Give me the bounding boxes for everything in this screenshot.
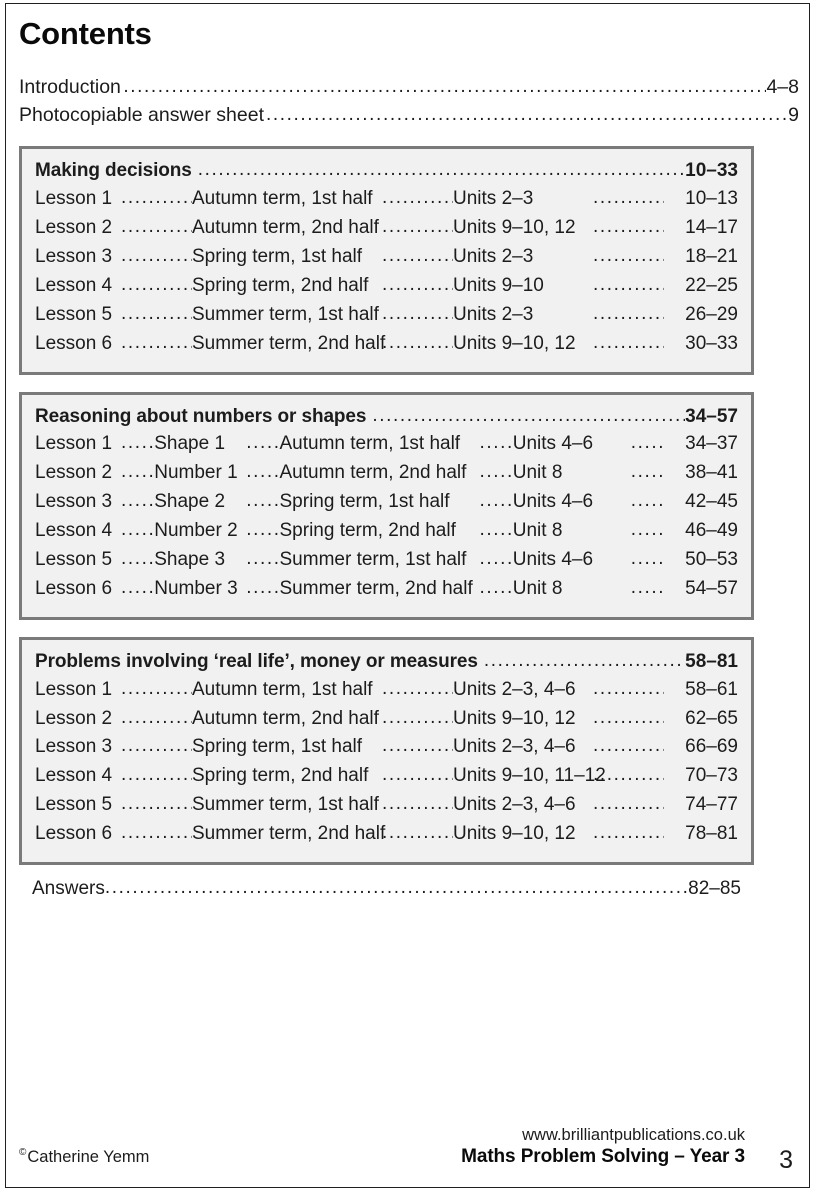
term-label: Autumn term, 2nd half [192, 217, 379, 239]
row-pages: 50–53 [685, 548, 738, 570]
units-label: Units 2–3 [453, 246, 534, 267]
dot-leader [382, 732, 453, 761]
table-row[interactable] [35, 459, 738, 488]
term-label: Spring term, 1st half [192, 736, 363, 758]
section-pages: 34–57 [685, 405, 738, 427]
dot-leader [593, 819, 664, 848]
section-title: Reasoning about numbers or shapes [35, 405, 367, 427]
section-title-row[interactable] [35, 158, 738, 185]
units-label: Unit 8 [512, 520, 563, 542]
dot-leader [480, 487, 513, 516]
toc-entry-pages: 4–8 [766, 76, 799, 99]
dot-leader [121, 574, 154, 603]
dot-leader [121, 761, 192, 790]
dot-leader [593, 184, 664, 213]
dot-leader [480, 429, 513, 458]
page-number: 3 [779, 1146, 793, 1174]
dot-leader [382, 213, 453, 242]
page-footer [19, 1111, 797, 1174]
term-label: Spring term, 2nd half [279, 520, 456, 542]
dot-leader [631, 516, 664, 545]
dot-leader [121, 242, 192, 271]
dot-leader [593, 300, 664, 329]
dot-leader [480, 458, 513, 487]
section-title: Making decisions [35, 160, 192, 182]
lesson-label: Lesson 2 [35, 462, 113, 484]
copyright-name: Catherine Yemm [27, 1148, 150, 1166]
section-pages: 10–33 [685, 160, 738, 182]
toc-entry-label: Introduction [19, 76, 121, 99]
term-label: Autumn term, 1st half [279, 433, 461, 455]
term-label: Summer term, 1st half [192, 794, 379, 816]
units-label: Unit 8 [512, 577, 563, 599]
section-box-making-decisions [19, 146, 754, 374]
toc-entry-pages: 9 [788, 103, 799, 126]
lesson-label: Lesson 3 [35, 736, 113, 758]
dot-leader [192, 157, 685, 184]
lesson-label: Lesson 5 [35, 794, 113, 816]
table-row[interactable] [35, 517, 738, 546]
dot-leader [121, 487, 154, 516]
dot-leader [382, 242, 453, 271]
lesson-label: Lesson 4 [35, 274, 113, 296]
section-box-problems-involving-real-life-money-or-measures [19, 637, 754, 865]
term-label: Summer term, 1st half [192, 303, 379, 325]
topic-label: Number 2 [154, 520, 238, 542]
term-label: Summer term, 2nd half [192, 332, 386, 354]
table-row[interactable] [35, 214, 738, 243]
toc-entry-introduction[interactable] [19, 74, 799, 102]
table-row[interactable] [35, 733, 738, 762]
dot-leader [246, 574, 279, 603]
row-pages: 42–45 [685, 491, 738, 513]
dot-leader [593, 704, 664, 733]
dot-leader [382, 329, 453, 358]
dot-leader [382, 704, 453, 733]
dot-leader [382, 761, 453, 790]
dot-leader [631, 487, 664, 516]
lesson-label: Lesson 6 [35, 823, 113, 845]
dot-leader [593, 675, 664, 704]
units-label: Units 9–10, 12 [453, 707, 576, 729]
book-title: Maths Problem Solving – Year 3 [461, 1146, 745, 1168]
footer-right-block [461, 1125, 745, 1169]
topic-label: Shape 2 [154, 491, 226, 513]
dot-leader [631, 429, 664, 458]
units-label: Units 4–6 [512, 491, 594, 513]
term-label: Autumn term, 2nd half [279, 462, 467, 484]
units-label: Units 4–6 [512, 433, 594, 455]
row-pages: 58–61 [685, 678, 738, 700]
row-pages: 10–13 [685, 188, 738, 210]
topic-label: Shape 1 [154, 433, 226, 455]
table-row[interactable] [35, 820, 738, 849]
term-label: Summer term, 2nd half [192, 823, 386, 845]
dot-leader [593, 732, 664, 761]
table-row[interactable] [35, 430, 738, 459]
row-pages: 54–57 [685, 577, 738, 599]
units-label: Units 9–10, 11–12 [453, 765, 606, 787]
section-box-reasoning-about-numbers-or-shapes [19, 392, 754, 620]
copyright-icon: © [19, 1147, 27, 1158]
dot-leader [121, 516, 154, 545]
dot-leader [382, 675, 453, 704]
dot-leader [480, 545, 513, 574]
dot-leader [121, 458, 154, 487]
dot-leader [480, 574, 513, 603]
units-label: Units 4–6 [512, 548, 594, 570]
lesson-label: Lesson 6 [35, 332, 113, 354]
row-pages: 70–73 [685, 765, 738, 787]
front-matter-list [19, 74, 799, 129]
dot-leader [382, 271, 453, 300]
topic-label: Number 3 [154, 577, 238, 599]
dot-leader [121, 184, 192, 213]
table-row[interactable] [35, 301, 738, 330]
term-label: Spring term, 1st half [279, 491, 450, 513]
lesson-label: Lesson 1 [35, 188, 113, 210]
toc-entry-answers[interactable] [32, 876, 741, 903]
dot-leader [593, 213, 664, 242]
row-pages: 46–49 [685, 520, 738, 542]
term-label: Autumn term, 2nd half [192, 707, 379, 729]
term-label: Spring term, 2nd half [192, 765, 369, 787]
units-label: Units 2–3, 4–6 [453, 794, 576, 816]
toc-entry-pages: 82–85 [688, 877, 741, 899]
dot-leader [246, 458, 279, 487]
dot-leader [121, 790, 192, 819]
dot-leader [593, 271, 664, 300]
row-pages: 14–17 [685, 217, 738, 239]
units-label: Units 9–10, 12 [453, 823, 576, 845]
term-label: Autumn term, 1st half [192, 678, 373, 700]
dot-leader [121, 429, 154, 458]
lesson-label: Lesson 5 [35, 548, 113, 570]
copyright-notice [19, 1147, 149, 1167]
lesson-label: Lesson 4 [35, 520, 113, 542]
units-label: Units 9–10 [453, 274, 544, 296]
row-pages: 62–65 [685, 707, 738, 729]
dot-leader [105, 875, 688, 902]
lesson-label: Lesson 3 [35, 491, 113, 513]
dot-leader [480, 516, 513, 545]
dot-leader [123, 74, 766, 101]
units-label: Units 2–3, 4–6 [453, 736, 576, 758]
dot-leader [246, 429, 279, 458]
dot-leader [121, 675, 192, 704]
dot-leader [593, 761, 664, 790]
units-label: Unit 8 [512, 462, 563, 484]
dot-leader [366, 403, 685, 430]
topic-label: Number 1 [154, 462, 238, 484]
table-row[interactable] [35, 185, 738, 214]
dot-leader [593, 329, 664, 358]
dot-leader [121, 732, 192, 761]
lesson-label: Lesson 2 [35, 707, 113, 729]
dot-leader [382, 819, 453, 848]
table-row[interactable] [35, 705, 738, 734]
lesson-label: Lesson 1 [35, 678, 113, 700]
table-row[interactable] [35, 676, 738, 705]
lesson-label: Lesson 2 [35, 217, 113, 239]
table-row[interactable] [35, 330, 738, 359]
dot-leader [382, 790, 453, 819]
dot-leader [246, 487, 279, 516]
table-row[interactable] [35, 575, 738, 604]
dot-leader [631, 574, 664, 603]
row-pages: 18–21 [685, 246, 738, 267]
row-pages: 74–77 [685, 794, 738, 816]
topic-label: Shape 3 [154, 548, 226, 570]
lesson-label: Lesson 4 [35, 765, 113, 787]
row-pages: 34–37 [685, 433, 738, 455]
page-sheet [5, 3, 810, 1188]
term-label: Summer term, 2nd half [279, 577, 473, 599]
lesson-label: Lesson 3 [35, 246, 113, 267]
publisher-url[interactable]: www.brilliantpublications.co.uk [522, 1125, 745, 1144]
row-pages: 26–29 [685, 303, 738, 325]
dot-leader [121, 213, 192, 242]
toc-entry-photocopiable-answer-sheet[interactable] [19, 102, 799, 130]
row-pages: 22–25 [685, 274, 738, 296]
section-title: Problems involving ‘real life’, money or measures [35, 650, 478, 672]
row-pages: 38–41 [685, 462, 738, 484]
dot-leader [121, 819, 192, 848]
lesson-label: Lesson 5 [35, 303, 113, 325]
dot-leader [631, 458, 664, 487]
dot-leader [121, 545, 154, 574]
table-row[interactable] [35, 488, 738, 517]
term-label: Autumn term, 1st half [192, 188, 373, 210]
dot-leader [121, 271, 192, 300]
table-row[interactable] [35, 546, 738, 575]
term-label: Spring term, 2nd half [192, 274, 369, 296]
dot-leader [266, 102, 788, 129]
toc-entry-label: Photocopiable answer sheet [19, 103, 264, 126]
toc-entry-label: Answers [32, 877, 105, 899]
units-label: Units 2–3, 4–6 [453, 678, 576, 700]
units-label: Units 2–3 [453, 188, 534, 210]
dot-leader [382, 184, 453, 213]
units-label: Units 9–10, 12 [453, 332, 576, 354]
lesson-label: Lesson 1 [35, 433, 113, 455]
dot-leader [593, 242, 664, 271]
dot-leader [121, 704, 192, 733]
row-pages: 78–81 [685, 823, 738, 845]
units-label: Units 2–3 [453, 303, 534, 325]
units-label: Units 9–10, 12 [453, 217, 576, 239]
dot-leader [382, 300, 453, 329]
dot-leader [478, 648, 685, 675]
section-title-row[interactable] [35, 404, 738, 431]
dot-leader [631, 545, 664, 574]
table-row[interactable] [35, 762, 738, 791]
answers-row-wrapper [19, 876, 754, 903]
lesson-label: Lesson 6 [35, 577, 113, 599]
table-row[interactable] [35, 243, 738, 272]
section-pages: 58–81 [685, 650, 738, 672]
page-title: Contents [19, 16, 152, 51]
page-content [19, 9, 799, 1187]
dot-leader [121, 300, 192, 329]
row-pages: 30–33 [685, 332, 738, 354]
dot-leader [121, 329, 192, 358]
section-title-row[interactable] [35, 649, 738, 676]
table-row[interactable] [35, 791, 738, 820]
row-pages: 66–69 [685, 736, 738, 758]
dot-leader [593, 790, 664, 819]
term-label: Spring term, 1st half [192, 246, 363, 267]
table-row[interactable] [35, 272, 738, 301]
term-label: Summer term, 1st half [279, 548, 467, 570]
dot-leader [246, 516, 279, 545]
dot-leader [246, 545, 279, 574]
